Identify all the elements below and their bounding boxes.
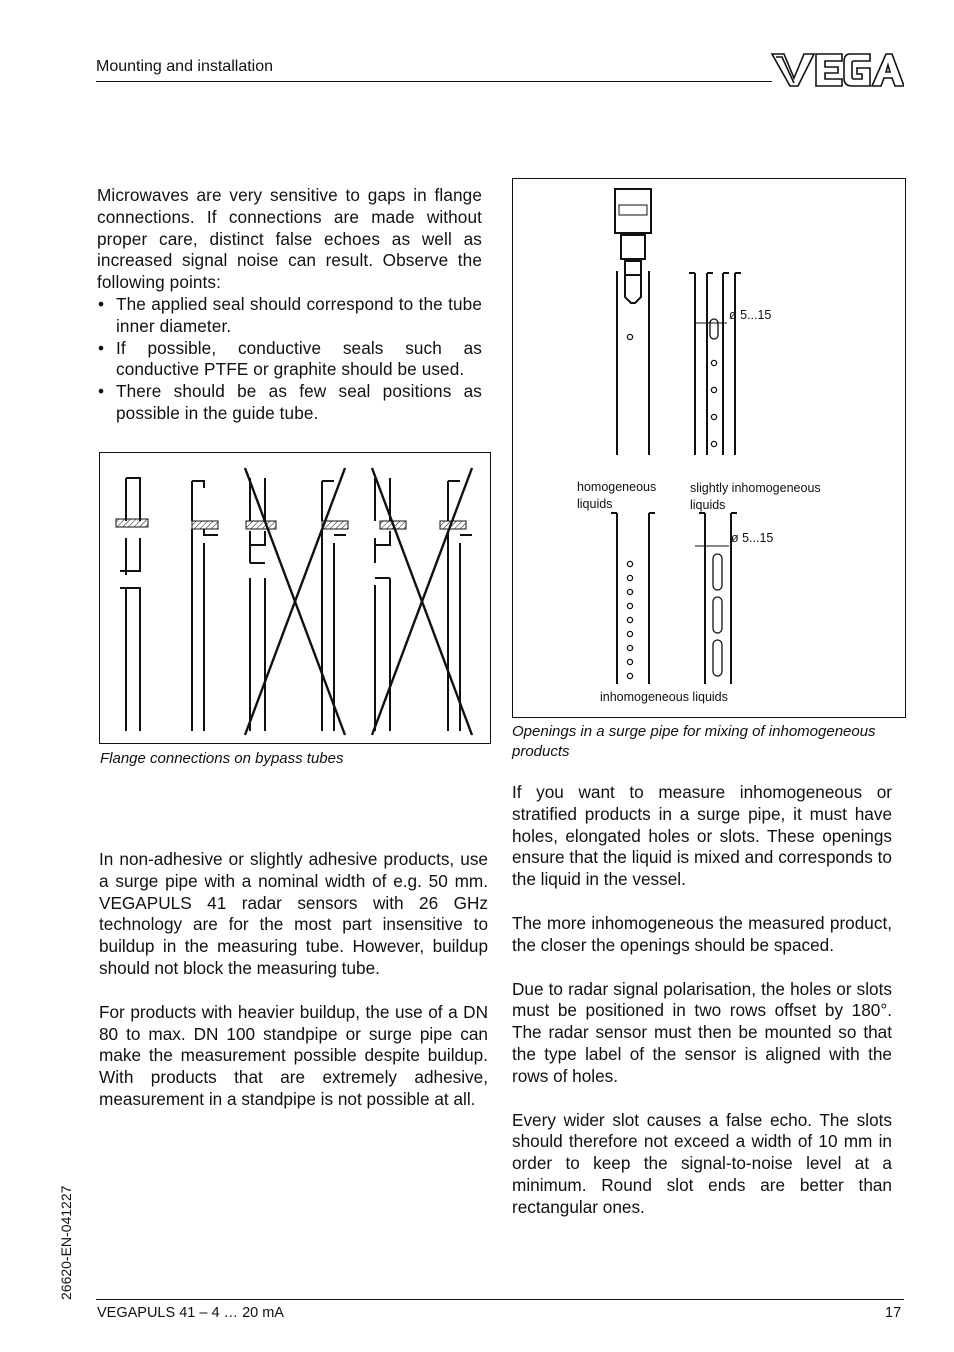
body-paragraph: Every wider slot causes a false echo. The slots should therefore not exceed a width of 10 mm in order to keep the signal-to-noise level at a minimum. Round slot ends are better than rectangular ones. bbox=[512, 1109, 892, 1217]
body-paragraph: Due to radar signal polarisation, the holes or slots must be positioned in two rows offset by 180°. The radar sensor must then be mounted so that the type label of the sensor is aligned with the rows of holes. bbox=[512, 978, 892, 1086]
left-figure-caption: Flange connections on bypass tubes bbox=[100, 750, 344, 767]
diameter-label: ø 5...15 bbox=[731, 531, 774, 545]
bullet-item: • The applied seal should correspond to the tube inner diameter. bbox=[98, 293, 482, 336]
flange-bullet-list bbox=[97, 294, 482, 425]
left-body-text bbox=[99, 849, 488, 1133]
surge-pipe-openings-figure bbox=[512, 178, 906, 718]
vega-logo bbox=[770, 50, 904, 90]
label-inhomogeneous: inhomogeneous liquids bbox=[600, 690, 728, 704]
body-paragraph: The more inhomogeneous the measured product, the closer the openings should be spaced. bbox=[512, 912, 892, 955]
bullet-icon: • bbox=[98, 293, 105, 314]
sensor-housing bbox=[615, 189, 651, 233]
label-slightly-inhomogeneous: slightly inhomogeneous liquids bbox=[690, 481, 821, 512]
flange-instructions bbox=[97, 185, 482, 425]
body-paragraph: In non-adhesive or slightly adhesive products, use a surge pipe with a nominal width of e.g. 50 mm. VEGAPULS 41 radar sensors with 26 GHz technology are for the most part insensitive to buildup in the measuring tube. However, buildup should not block the measuring tube. bbox=[99, 849, 488, 978]
bullet-item: • There should be as few seal positions as possible in the guide tube. bbox=[98, 381, 482, 423]
right-body-text bbox=[512, 782, 892, 1241]
body-paragraph: If you want to measure inhomogeneous or stratified products in a surge pipe, it must have holes, elongated holes or slots. These openings ensure that the liquid is mixed and corresponds to the liquid in the vessel. bbox=[512, 782, 892, 890]
bullet-icon: • bbox=[98, 337, 105, 358]
label-homogeneous: homogeneous liquids bbox=[577, 480, 657, 511]
diameter-label: ø 5...15 bbox=[729, 308, 772, 322]
bullet-icon: • bbox=[98, 381, 105, 402]
pipe-inhomogeneous-holes bbox=[611, 513, 655, 684]
pipe-slightly-inhomogeneous bbox=[689, 273, 713, 455]
footer-product: VEGAPULS 41 – 4 … 20 mA bbox=[97, 1305, 284, 1321]
section-title: Mounting and installation bbox=[96, 58, 274, 75]
body-paragraph: For products with heavier buildup, the use of a DN 80 to max. DN 100 standpipe or surge pipe can make the measurement possible despite buildup. With products that are extremely adhesive, measurement in a standpipe is not possible at all. bbox=[99, 1001, 488, 1109]
document-code: 26620-EN-041227 bbox=[58, 1185, 74, 1300]
header-rule bbox=[96, 81, 772, 82]
page-number: 17 bbox=[885, 1305, 902, 1321]
footer-rule bbox=[96, 1299, 904, 1300]
bullet-item: • If possible, conductive seals such as conductive PTFE or graphite should be used. bbox=[98, 337, 482, 380]
right-figure-caption: Openings in a surge pipe for mixing of inhomogeneous products bbox=[512, 723, 876, 760]
flange-connections-figure bbox=[99, 452, 491, 744]
intro-paragraph: Microwaves are very sensitive to gaps in flange connections. If connections are made without proper care, distinct false echoes as well as increased signal noise can result. Observe the following points: bbox=[97, 185, 482, 293]
